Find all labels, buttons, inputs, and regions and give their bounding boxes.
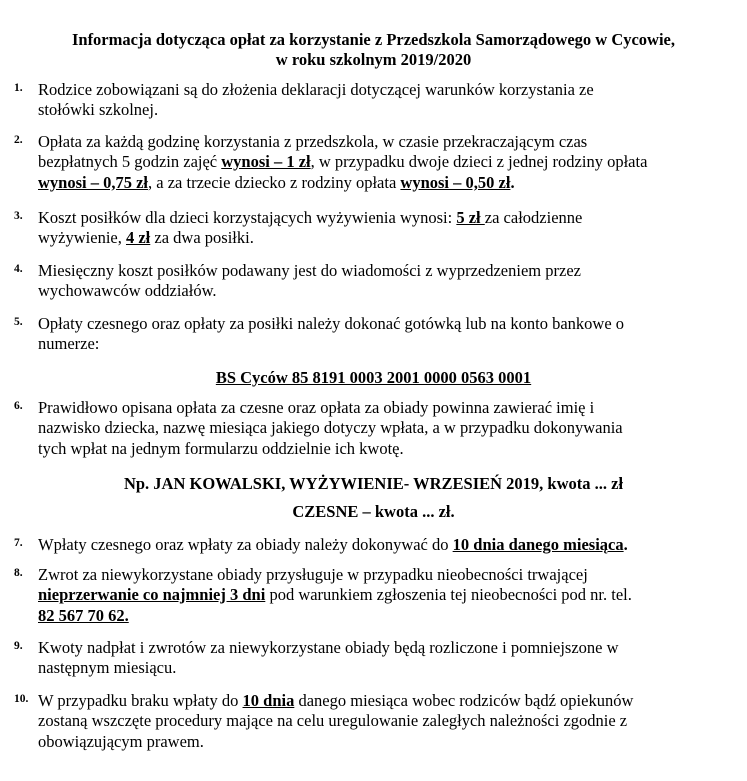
item-number: 3. [14,210,23,222]
item-number: 1. [14,82,23,94]
title-line-1: Informacja dotycząca opłat za korzystanie z Przedszkola Samorządowego w Cycowie, [71,30,676,49]
item-text: Opłata za każdą godzinę korzystania z przedszkola, w czasie przekraczającym czas bezpłatnych 5 godzin zajęć wynosi – 1 zł, w przypadku dwoje dzieci z jednej rodziny opłata wynosi – 0,75 zł, a za trzecie dziecko z rodziny opłata wynosi – 0,50 zł. [38,132,648,192]
item-number: 2. [14,134,23,146]
item-text: Wpłaty czesnego oraz wpłaty za obiady należy dokonywać do 10 dnia danego miesiąca. [38,535,628,554]
item-number: 5. [14,316,23,328]
item-text: Rodzice zobowiązani są do złożenia deklaracji dotyczącej warunków korzystania ze stołówki szkolnej. [38,80,594,120]
item-number: 8. [14,567,23,579]
item-text: Prawidłowo opisana opłata za czesne oraz opłata za obiady powinna zawierać imię i nazwisko dziecka, nazwę miesiąca jakiego dotyczy wpłata, a w przypadku dokonywania tych wpłat na jednym formularzu oddzielnie ich kwotę. [38,398,623,458]
item-text: Kwoty nadpłat i zwrotów za niewykorzystane obiady będą rozliczone i pomniejszone w następnym miesiącu. [38,638,619,678]
item-number: 4. [14,263,23,275]
fee-2: wynosi – 0,75 zł [38,172,149,192]
payment-deadline: 10 dnia danego miesiąca [452,535,624,554]
item-number: 10. [14,693,29,705]
absence-condition: nieprzerwanie co najmniej 3 dni [38,585,266,605]
item-text: W przypadku braku wpłaty do 10 dnia danego miesiąca wobec rodziców bądź opiekunów zostaną wszczęte procedury mające na celu uregulowanie zaległych należności zgodnie z obowiązującym prawem. [38,691,634,751]
item-text: Miesięczny koszt posiłków podawany jest do wiadomości z wyprzedzeniem przez wychowawców oddziałów. [38,261,581,301]
bank-account-number: BS Cyców 85 8191 0003 2001 0000 0563 0001 [215,368,532,387]
payment-example-line-1: Np. JAN KOWALSKI, WYŻYWIENIE- WRZESIEŃ 2019, kwota ... zł [123,474,624,493]
item-text: Koszt posiłków dla dzieci korzystających wyżywienia wynosi: 5 zł za całodzienne wyżywienie, 4 zł za dwa posiłki. [38,208,583,248]
document-title [0,30,747,70]
meal-cost-two: 4 zł [125,228,151,248]
fee-3: wynosi – 0,50 zł [400,172,511,192]
item-text: Opłaty czesnego oraz opłaty za posiłki należy dokonać gotówką lub na konto bankowe o numerze: [38,314,625,354]
item-number: 6. [14,400,23,412]
item-number: 9. [14,640,23,652]
payment-example-line-2: CZESNE – kwota ... zł. [292,502,455,521]
item-number: 7. [14,537,23,549]
meal-cost-full: 5 zł [456,208,485,227]
phone-number: 82 567 70 62. [38,605,129,625]
item-text: Zwrot za niewykorzystane obiady przysługuje w przypadku nieobecności trwającej nieprzerwanie co najmniej 3 dni pod warunkiem zgłoszenia tej nieobecności pod nr. tel. 82 567 70 62. [38,565,632,625]
fee-1: wynosi – 1 zł [221,152,311,172]
deadline-day: 10 dnia [242,691,295,710]
title-line-2: w roku szkolnym 2019/2020 [275,50,472,69]
